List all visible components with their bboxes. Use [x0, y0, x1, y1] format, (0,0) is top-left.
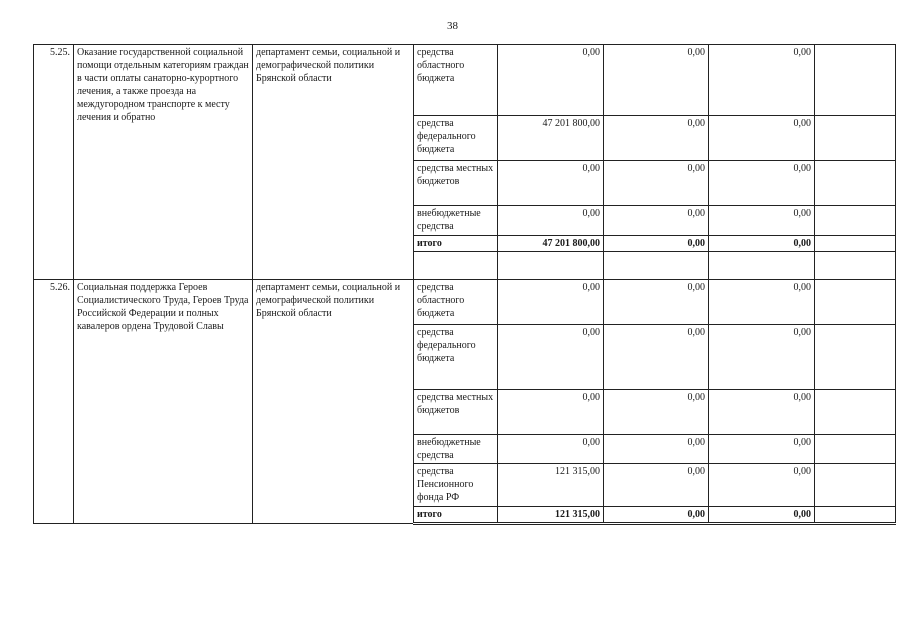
empty-cell [815, 325, 896, 390]
value-cell: 0,00 [604, 464, 709, 507]
total-label: итого [414, 507, 498, 524]
value-cell: 0,00 [604, 435, 709, 464]
value-cell: 0,00 [604, 45, 709, 116]
value-cell: 0,00 [604, 206, 709, 236]
value-cell: 0,00 [709, 325, 815, 390]
empty-cell [815, 464, 896, 507]
source-label: внебюджетные средства [414, 435, 498, 464]
measure-name: Оказание государственной социальной помощи отдельным категориям граждан в части оплаты санаторно-курортного лечения, а также проезда на междугородном транспорте к месту лечения и обратно [74, 45, 253, 280]
empty-cell [498, 252, 604, 280]
executor: департамент семьи, социальной и демографической политики Брянской области [253, 280, 414, 524]
total-value: 47 201 800,00 [498, 236, 604, 252]
value-cell: 0,00 [604, 325, 709, 390]
source-label: средства федерального бюджета [414, 325, 498, 390]
measure-name: Социальная поддержка Героев Социалистического Труда, Героев Труда Российской Федерации и полных кавалеров ордена Трудовой Славы [74, 280, 253, 524]
value-cell: 0,00 [498, 280, 604, 325]
empty-cell [414, 252, 498, 280]
total-label: итого [414, 236, 498, 252]
empty-cell [815, 161, 896, 206]
row-number: 5.25. [34, 45, 74, 280]
empty-cell [815, 206, 896, 236]
value-cell: 0,00 [498, 206, 604, 236]
total-value: 0,00 [709, 507, 815, 524]
row-number: 5.26. [34, 280, 74, 524]
source-label: средства местных бюджетов [414, 390, 498, 435]
value-cell: 0,00 [709, 116, 815, 161]
empty-cell [815, 435, 896, 464]
executor: департамент семьи, социальной и демографической политики Брянской области [253, 45, 414, 280]
source-label: внебюджетные средства [414, 206, 498, 236]
empty-cell [709, 252, 815, 280]
source-label: средства Пенсионного фонда РФ [414, 464, 498, 507]
total-value: 0,00 [604, 236, 709, 252]
empty-cell [815, 252, 896, 280]
empty-cell [604, 252, 709, 280]
value-cell: 0,00 [604, 161, 709, 206]
value-cell: 0,00 [604, 116, 709, 161]
total-value: 0,00 [709, 236, 815, 252]
value-cell: 47 201 800,00 [498, 116, 604, 161]
value-cell: 0,00 [709, 280, 815, 325]
value-cell: 0,00 [498, 435, 604, 464]
value-cell: 0,00 [498, 325, 604, 390]
value-cell: 0,00 [498, 161, 604, 206]
source-label: средства областного бюджета [414, 45, 498, 116]
table-row [34, 280, 896, 325]
page-number: 38 [447, 20, 458, 32]
empty-cell [815, 236, 896, 252]
source-label: средства областного бюджета [414, 280, 498, 325]
empty-cell [815, 116, 896, 161]
value-cell: 0,00 [709, 464, 815, 507]
empty-cell [815, 280, 896, 325]
total-value: 0,00 [604, 507, 709, 524]
source-label: средства местных бюджетов [414, 161, 498, 206]
value-cell: 0,00 [498, 45, 604, 116]
empty-cell [815, 45, 896, 116]
value-cell: 0,00 [709, 435, 815, 464]
total-value: 121 315,00 [498, 507, 604, 524]
value-cell: 0,00 [709, 161, 815, 206]
source-label: средства федерального бюджета [414, 116, 498, 161]
value-cell: 0,00 [604, 280, 709, 325]
value-cell: 0,00 [709, 45, 815, 116]
budget-table [33, 44, 896, 525]
table-row [34, 45, 896, 116]
empty-cell [815, 507, 896, 524]
value-cell: 0,00 [604, 390, 709, 435]
empty-cell [815, 390, 896, 435]
value-cell: 121 315,00 [498, 464, 604, 507]
value-cell: 0,00 [709, 206, 815, 236]
value-cell: 0,00 [709, 390, 815, 435]
value-cell: 0,00 [498, 390, 604, 435]
